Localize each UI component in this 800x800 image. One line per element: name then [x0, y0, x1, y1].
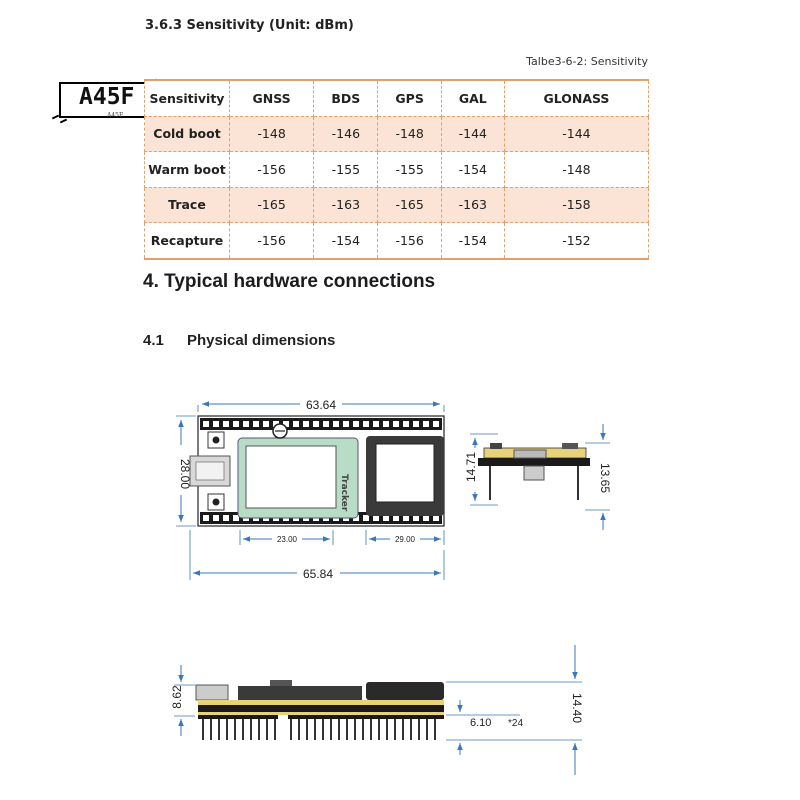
table-cell: -165 — [230, 187, 314, 223]
heading-hardware-connections: 4. Typical hardware connections — [143, 271, 436, 292]
logo-text: A45F — [79, 84, 135, 110]
table-cell: -144 — [504, 116, 648, 152]
dim-side-left-height: 14.71 — [464, 451, 478, 483]
dim-total-height: 14.40 — [570, 692, 584, 724]
row-label: Warm boot — [145, 152, 230, 188]
table-cell: -154 — [441, 152, 504, 188]
table-cell: -156 — [230, 152, 314, 188]
row-label: Trace — [145, 187, 230, 223]
dim-inner-right: 29.00 — [394, 535, 416, 544]
table-cell: -152 — [504, 223, 648, 259]
table-cell: -158 — [504, 187, 648, 223]
table-cell: -165 — [378, 187, 441, 223]
table-cell: -148 — [378, 116, 441, 152]
table-cell: -163 — [441, 187, 504, 223]
header-cell: GNSS — [230, 80, 314, 116]
dim-left-height: 28.00 — [178, 458, 192, 490]
table-cell: -148 — [504, 152, 648, 188]
table-cell: -156 — [378, 223, 441, 259]
table-cell: -156 — [230, 223, 314, 259]
table-cell: -155 — [314, 152, 378, 188]
header-cell: GLONASS — [504, 80, 648, 116]
table-cell: -163 — [314, 187, 378, 223]
table-cell: -155 — [378, 152, 441, 188]
top-view-board — [190, 416, 444, 526]
table-cell: -154 — [441, 223, 504, 259]
side-view-board — [478, 443, 590, 500]
table-cell: -154 — [314, 223, 378, 259]
table-cell: -146 — [314, 116, 378, 152]
heading-physical-dimensions: Physical dimensions — [187, 332, 336, 349]
board-label: Tracker — [339, 474, 349, 512]
header-cell: GPS — [378, 80, 441, 116]
header-cell: BDS — [314, 80, 378, 116]
dim-side-right-height: 13.65 — [598, 462, 612, 494]
table-caption: Talbe3-6-2: Sensitivity — [526, 55, 648, 68]
front-view-board — [196, 680, 444, 740]
dim-pin-pitch: 6.10 — [470, 717, 492, 729]
dim-inner-left: 23.00 — [276, 535, 298, 544]
dim-overall-width: 65.84 — [302, 567, 334, 581]
table-cell: -148 — [230, 116, 314, 152]
dim-top-width: 63.64 — [305, 398, 337, 412]
section-title: 3.6.3 Sensitivity (Unit: dBm) — [145, 18, 354, 33]
header-cell: GAL — [441, 80, 504, 116]
logo-subtext: A45F — [107, 112, 124, 119]
dim-board-thickness: 8.62 — [170, 685, 184, 709]
row-label: Recapture — [145, 223, 230, 259]
row-label: Cold boot — [145, 116, 230, 152]
heading-number: 4.1 — [143, 332, 164, 349]
header-cell: Sensitivity — [145, 80, 230, 116]
dim-pin-count: *24 — [508, 718, 524, 729]
table-cell: -144 — [441, 116, 504, 152]
